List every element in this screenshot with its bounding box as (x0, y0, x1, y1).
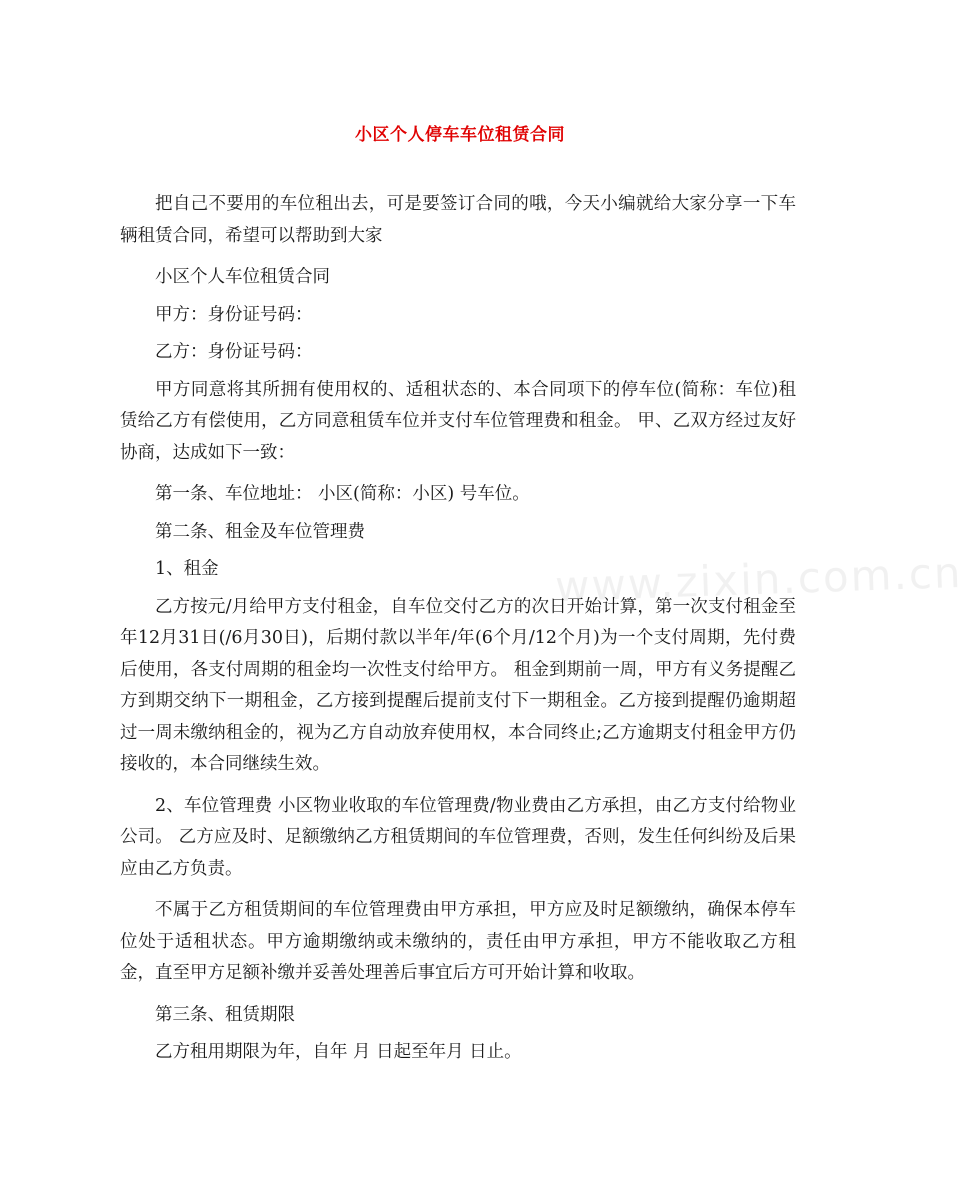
agreement-paragraph: 甲方同意将其所拥有使用权的、适租状态的、本合同项下的停车位(简称：车位)租赁给乙方有偿使用，乙方同意租赁车位并支付车位管理费和租金。 甲、乙双方经过友好协商，达成如下一致： (120, 379, 796, 463)
document-body (120, 189, 796, 1079)
party-b-line: 乙方：身份证号码： (155, 342, 313, 362)
intro-paragraph: 把自己不要用的车位租出去，可是要签订合同的哦，今天小编就给大家分享一下车辆租赁合同，希望可以帮助到大家 (120, 194, 796, 246)
watermark-text: www.zixin.com.cn (554, 547, 963, 612)
management-fee-paragraph: 2、车位管理费 小区物业收取的车位管理费/物业费由乙方承担，由乙方支付给物业公司。 乙方应及时、足额缴纳乙方租赁期间的车位管理费，否则，发生任何纠纷及后果应由乙方负责。 (120, 795, 796, 879)
lease-term-paragraph: 乙方租用期限为年，自年 月 日起至年月 日止。 (155, 1042, 522, 1062)
article-2-heading: 第二条、租金及车位管理费 (155, 521, 365, 542)
rent-paragraph: 乙方按元/月给甲方支付租金，自车位交付乙方的次日开始计算，第一次支付租金至年12月31日(/6月30日)，后期付款以半年/年(6个月/12个月)为一个支付周期，先付费后使用，各支付周期的租金均一次性支付给甲方。 租金到期前一周，甲方有义务提醒乙方到期交纳下一期租金，乙方接到提醒后提前支付下一期租金。乙方接到提醒仍逾期超过一周未缴纳租金的，视为乙方自动放弃使用权，本合同终止;乙方逾期支付租金甲方仍接收的，本合同继续生效。 (120, 596, 796, 774)
party-a-line: 甲方：身份证号码： (155, 304, 313, 325)
contract-heading: 小区个人车位租赁合同 (155, 267, 330, 287)
document-title: 小区个人停车车位租赁合同 (355, 125, 565, 145)
rent-heading: 1、租金 (155, 559, 219, 579)
article-1: 第一条、车位地址： 小区(简称：小区) 号车位。 (155, 484, 530, 504)
landlord-fee-paragraph: 不属于乙方租赁期间的车位管理费由甲方承担，甲方应及时足额缴纳，确保本停车位处于适租状态。甲方逾期缴纳或未缴纳的，责任由甲方承担，甲方不能收取乙方租金，直至甲方足额补缴并妥善处理善后事宜后方可开始计算和收取。 (120, 900, 796, 983)
article-3-heading: 第三条、租赁期限 (155, 1004, 295, 1025)
